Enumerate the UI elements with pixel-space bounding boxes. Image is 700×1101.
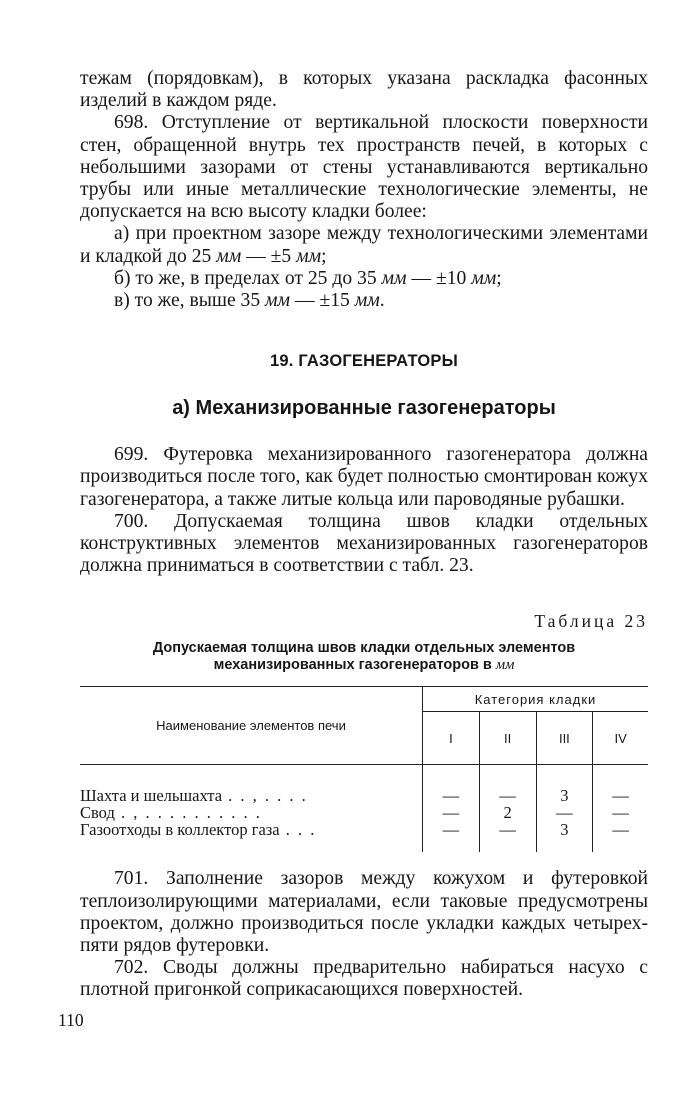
paragraph-700: 700. Допускаемая толщина швов кладки отдельных конструктивных элементов механизированных газогенераторов должна приниматься в соответствии с табл. 23. — [80, 510, 648, 577]
table-cell: — — [593, 804, 648, 821]
page-number: 110 — [58, 1010, 84, 1030]
table-cell: 3 — [536, 787, 593, 804]
table-cell: 2 — [479, 804, 536, 821]
paragraph-698: 698. Отступление от вертикальной плоскости поверхности стен, обращенной внутрь тех пространств печей, в которых с небольшими зазорами от стены устанавливаются вертикально трубы или иные металлические технологические элементы, не допускается на всю высоту кладки более: — [80, 112, 648, 223]
table-cell: — — [442, 803, 460, 823]
tolerance-table — [80, 686, 648, 852]
table-cell: — — [479, 821, 536, 838]
row-name: Газоотходы в коллектор газа . . . — [80, 821, 423, 838]
column-header-category-2: II — [479, 712, 536, 765]
table-cell: — — [593, 787, 648, 804]
table-caption-line2: механизированных газогенераторов в мм — [213, 657, 515, 674]
column-header-category: Категория кладки — [423, 687, 649, 712]
column-header-element-name: Наименование элементов печи — [80, 687, 423, 765]
table-row — [80, 804, 648, 821]
column-header-category-4: IV — [593, 712, 648, 765]
table-cell: — — [593, 821, 648, 838]
list-item-c: в) то же, выше 35 мм — ±15 мм. — [114, 290, 385, 312]
page-content — [80, 68, 648, 1002]
paragraph-702: 702. Своды должны предварительно набираться насухо с плотной пригонкой соприкасающихся поверхностей. — [80, 957, 648, 1001]
paragraph-701: 701. Заполнение зазоров между кожухом и футеровкой теплоизолирующими материалами, если таковые предусмотрены проектом, должно производиться после укладки каждых четырех-пяти рядов футеровки. — [80, 868, 648, 957]
table-cell: — — [479, 787, 536, 804]
list-item-a: а) при проектном зазоре между технологическими элементами и кладкой до 25 мм — ±5 мм; — [80, 223, 648, 267]
table-cell: 3 — [536, 821, 593, 838]
column-header-category-3: III — [536, 712, 593, 765]
table-label: Таблица 23 — [534, 611, 648, 632]
subsection-title: а) Механизированные газогенераторы — [172, 397, 556, 420]
row-name: Свод . , . . . . . . . . . . — [80, 804, 423, 821]
paragraph-continuation: тежам (порядовкам), в которых указана раскладка фасонных изделий в каждом ряде. — [80, 68, 648, 112]
table-row — [80, 787, 648, 804]
list-item-b: б) то же, в пределах от 25 до 35 мм — ±10 мм; — [114, 267, 502, 289]
table-caption-line1: Допускаемая толщина швов кладки отдельных элементов — [152, 640, 576, 657]
table-cell: — — [442, 786, 460, 806]
table-cell: — — [442, 820, 460, 840]
paragraph-699: 699. Футеровка механизированного газогенератора должна производиться после того, как будет полностью смонтирован кожух газогенератора, а также литые кольца или пароводяные рубашки. — [80, 444, 648, 510]
table-caption — [80, 640, 648, 674]
row-name: Шахта и шельшахта . . , . . . . — [80, 787, 423, 804]
section-title: 19. ГАЗОГЕНЕРАТОРЫ — [270, 352, 458, 371]
column-header-category-1: I — [423, 712, 480, 765]
table-cell: — — [536, 804, 593, 821]
table-row — [80, 821, 648, 838]
